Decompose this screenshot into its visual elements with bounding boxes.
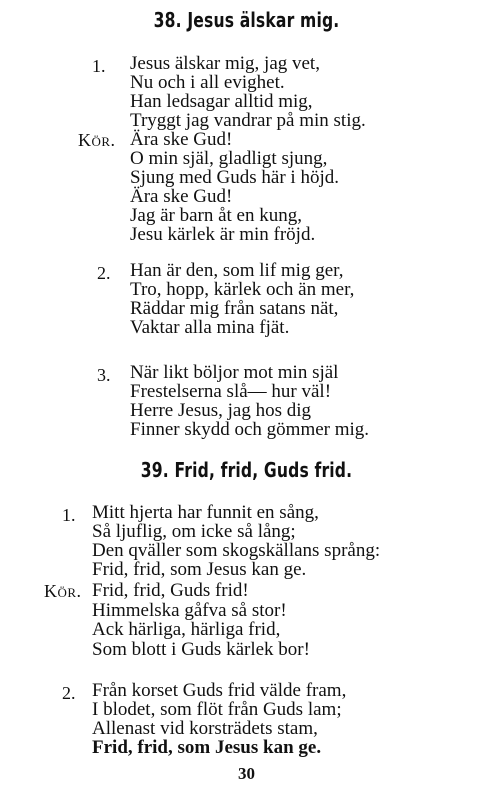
verse-line: Allenast vid korsträdets stam, [92, 718, 318, 739]
verse-line: Ack härliga, härliga frid, [92, 619, 281, 640]
chorus-label: Kör. [44, 581, 82, 601]
verse-line: I blodet, som flöt från Guds lam; [92, 699, 342, 720]
verse-line: Sjung med Guds här i höjd. [130, 167, 339, 188]
verse-line: Himmelska gåfva så stor! [92, 600, 287, 621]
hymn-38-title: 38. Jesus älskar mig. [153, 8, 340, 32]
verse-line: Frid, frid, som Jesus kan ge. [92, 559, 307, 580]
verse-line: Nu och i all evighet. [130, 72, 285, 93]
verse-line: Den qväller som skogskällans språng: [92, 540, 381, 561]
verse-line: När likt böljor mot min själ [130, 362, 339, 383]
verse-line: Jesu kärlek är min fröjd. [130, 224, 316, 245]
verse-line: Tryggt jag vandrar på min stig. [130, 110, 366, 131]
verse-line: Tro, hopp, kärlek och än mer, [130, 279, 355, 300]
stanza-number: 1. [62, 505, 76, 525]
verse-line: Ära ske Gud! [130, 129, 233, 150]
verse-line: Som blott i Guds kärlek bor! [92, 639, 310, 660]
verse-line: Han är den, som lif mig ger, [130, 260, 344, 281]
verse-line: Finner skydd och gömmer mig. [130, 419, 370, 440]
stanza-number: 3. [97, 365, 111, 385]
verse-line: Från korset Guds frid välde fram, [92, 680, 347, 701]
verse-line: Räddar mig från satans nät, [130, 298, 339, 319]
verse-line: Frid, frid, som Jesus kan ge. [92, 737, 322, 758]
verse-line: Vaktar alla mina fjät. [130, 317, 290, 338]
verse-line: Jesus älskar mig, jag vet, [130, 53, 320, 74]
hymn-39-title: 39. Frid, frid, Guds frid. [140, 458, 353, 482]
stanza-number: 1. [92, 56, 106, 76]
stanza-number: 2. [62, 683, 76, 703]
verse-line: Ära ske Gud! [130, 186, 233, 207]
verse-line: Så ljuflig, om icke så lång; [92, 521, 296, 542]
stanza-number: 2. [97, 263, 111, 283]
chorus-label: Kör. [78, 130, 116, 150]
verse-line: Herre Jesus, jag hos dig [130, 400, 311, 421]
verse-line: Jag är barn åt en kung, [130, 205, 302, 226]
verse-line: O min själ, gladligt sjung, [130, 148, 328, 169]
verse-line: Frid, frid, Guds frid! [92, 580, 249, 601]
verse-line: Frestelserna slå— hur väl! [130, 381, 332, 402]
verse-line: Han ledsagar alltid mig, [130, 91, 313, 112]
page-number: 30 [238, 764, 255, 783]
verse-line: Mitt hjerta har funnit en sång, [92, 502, 319, 523]
